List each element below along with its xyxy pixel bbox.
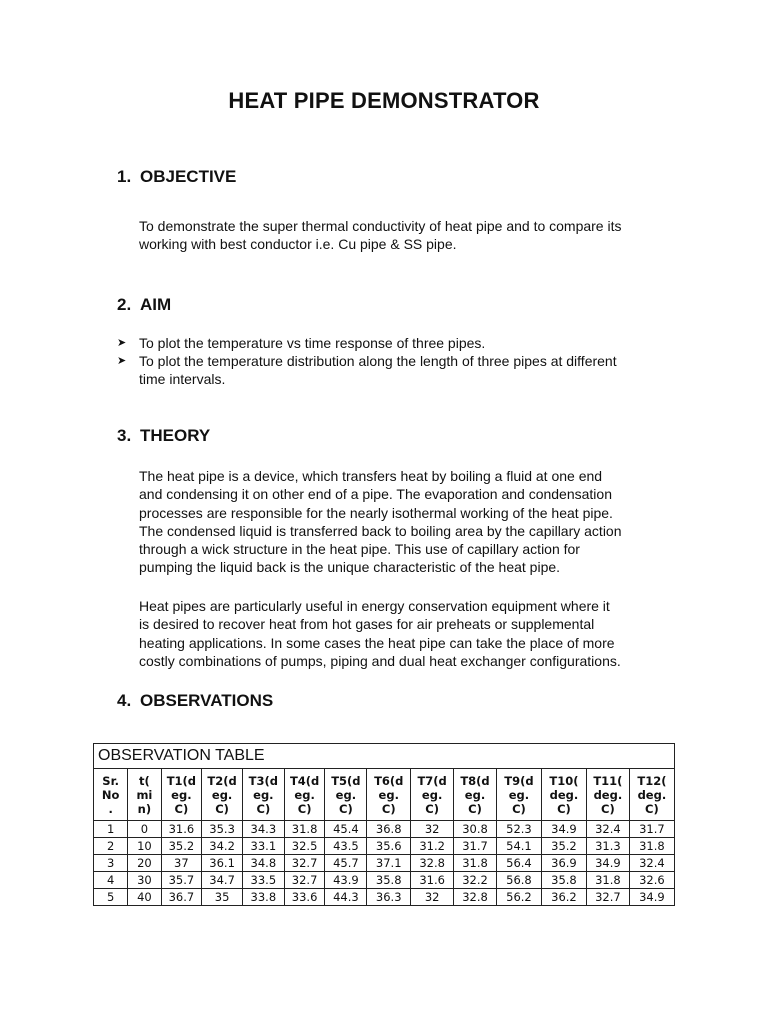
table-header-cell bbox=[161, 769, 202, 821]
table-cell: 31.8 bbox=[284, 821, 325, 838]
objective-heading bbox=[117, 167, 236, 187]
table-cell: 31.8 bbox=[629, 838, 674, 855]
table-cell: 32.2 bbox=[454, 872, 497, 889]
table-header-part: T9(d bbox=[504, 773, 534, 788]
theory-line: is desired to recover heat from hot gases for air preheats or supplemental bbox=[139, 616, 595, 633]
table-cell: 10 bbox=[128, 838, 161, 855]
table-header-part: T2(d bbox=[207, 773, 237, 788]
table-header-part: deg. bbox=[637, 787, 667, 802]
table-cell: 5 bbox=[94, 889, 128, 906]
theory-line: and condensing it on other end of a pipe. The evaporation and condensation bbox=[139, 486, 612, 503]
table-cell: 30.8 bbox=[454, 821, 497, 838]
table-header-part: eg. bbox=[464, 787, 486, 802]
table-cell: 45.7 bbox=[325, 855, 367, 872]
theory-line: processes are responsible for the nearly isothermal working of the heat pipe. bbox=[139, 504, 613, 521]
table-header-part: . bbox=[108, 801, 113, 816]
table-header-cell bbox=[94, 769, 128, 821]
table-cell: 33.5 bbox=[242, 872, 284, 889]
table-cell: 36.1 bbox=[202, 855, 243, 872]
theory-line: The heat pipe is a device, which transfers heat by boiling a fluid at one end bbox=[139, 468, 603, 484]
observations-number: 4. bbox=[117, 691, 132, 710]
theory-line: Heat pipes are particularly useful in energy conservation equipment where it bbox=[139, 598, 610, 614]
table-header-part: deg. bbox=[549, 787, 579, 802]
table-header-part: C) bbox=[468, 801, 482, 816]
table-row bbox=[94, 872, 675, 889]
theory-paragraph-2 bbox=[139, 597, 684, 670]
table-header-part: eg. bbox=[335, 787, 357, 802]
table-cell: 0 bbox=[128, 821, 161, 838]
table-header-cell bbox=[284, 769, 325, 821]
table-cell: 36.8 bbox=[367, 821, 411, 838]
table-header-cell bbox=[367, 769, 411, 821]
table-header-part: T10( bbox=[549, 773, 579, 788]
table-header-part: t( bbox=[139, 773, 150, 788]
observations-heading-text: OBSERVATIONS bbox=[140, 691, 274, 710]
table-cell: 56.2 bbox=[496, 889, 541, 906]
table-cell: 56.4 bbox=[496, 855, 541, 872]
table-cell: 37 bbox=[161, 855, 202, 872]
table-cell: 31.2 bbox=[411, 838, 454, 855]
table-cell: 2 bbox=[94, 838, 128, 855]
table-header-part: No bbox=[101, 787, 120, 802]
objective-paragraph bbox=[139, 217, 684, 254]
table-cell: 36.2 bbox=[541, 889, 586, 906]
table-cell: 35 bbox=[202, 889, 243, 906]
table-cell: 32.7 bbox=[284, 872, 325, 889]
table-header-part: T6(d bbox=[374, 773, 404, 788]
table-header-part: n) bbox=[137, 801, 152, 816]
table-header-part: T3(d bbox=[248, 773, 279, 788]
table-cell: 31.8 bbox=[454, 855, 497, 872]
table-cell: 31.6 bbox=[411, 872, 454, 889]
aim-heading-text: AIM bbox=[140, 295, 172, 314]
theory-line: costly combinations of pumps, piping and dual heat exchanger configurations. bbox=[139, 652, 621, 669]
table-cell: 34.7 bbox=[202, 872, 243, 889]
table-cell: 43.5 bbox=[325, 838, 367, 855]
aim-bullet-line: time intervals. bbox=[139, 371, 226, 388]
table-header-part: C) bbox=[601, 801, 615, 816]
theory-heading-text: THEORY bbox=[140, 426, 211, 445]
table-header-part: T5(d bbox=[331, 773, 361, 788]
table-header-cell bbox=[629, 769, 674, 821]
aim-heading bbox=[117, 295, 171, 315]
table-body bbox=[94, 821, 675, 906]
table-header-cell bbox=[325, 769, 367, 821]
table-cell: 32.4 bbox=[586, 821, 629, 838]
table-row bbox=[94, 821, 675, 838]
table-cell: 32.8 bbox=[411, 855, 454, 872]
table-header-part: C) bbox=[645, 801, 659, 816]
observations-heading bbox=[117, 691, 273, 711]
table-header-cell bbox=[586, 769, 629, 821]
theory-paragraph-1 bbox=[139, 467, 684, 577]
observation-table bbox=[93, 743, 675, 906]
objective-line: To demonstrate the super thermal conductivity of heat pipe and to compare its bbox=[139, 218, 622, 234]
table-cell: 52.3 bbox=[496, 821, 541, 838]
table-cell: 20 bbox=[128, 855, 161, 872]
table-cell: 33.6 bbox=[284, 889, 325, 906]
table-cell: 32.4 bbox=[629, 855, 674, 872]
table-row bbox=[94, 855, 675, 872]
table-cell: 35.8 bbox=[541, 872, 586, 889]
table-header-part: eg. bbox=[378, 787, 399, 802]
table-header-cell bbox=[411, 769, 454, 821]
table-cell: 34.8 bbox=[242, 855, 284, 872]
table-header-cell bbox=[454, 769, 497, 821]
table-header-part: Sr. bbox=[102, 773, 119, 788]
table-header-part: T1(d bbox=[166, 773, 197, 788]
table-cell: 32.7 bbox=[586, 889, 629, 906]
table-header-cell bbox=[541, 769, 586, 821]
table-cell: 43.9 bbox=[325, 872, 367, 889]
table-header-part: C) bbox=[297, 801, 312, 816]
table-header-part: T8(d bbox=[460, 773, 490, 788]
table-cell: 35.2 bbox=[541, 838, 586, 855]
table-header-part: C) bbox=[256, 801, 271, 816]
table-header-part: C) bbox=[425, 801, 439, 816]
objective-heading-text: OBJECTIVE bbox=[140, 167, 237, 186]
aim-number: 2. bbox=[117, 295, 132, 314]
table-header-part: eg. bbox=[253, 787, 274, 802]
table-header-cell bbox=[496, 769, 541, 821]
table-header-part: eg. bbox=[294, 787, 315, 802]
table-row bbox=[94, 889, 675, 906]
table-cell: 35.7 bbox=[161, 872, 202, 889]
table-header-part: eg. bbox=[421, 787, 443, 802]
table-cell: 34.3 bbox=[242, 821, 284, 838]
table-cell: 31.3 bbox=[586, 838, 629, 855]
table-cell: 32 bbox=[411, 821, 454, 838]
table-header-part: C) bbox=[215, 801, 229, 816]
table-cell: 37.1 bbox=[367, 855, 411, 872]
table-cell: 44.3 bbox=[325, 889, 367, 906]
table-header-cell bbox=[242, 769, 284, 821]
table-header-part: C) bbox=[381, 801, 396, 816]
table-cell: 31.7 bbox=[629, 821, 674, 838]
table-header-part: T12( bbox=[637, 773, 667, 788]
table-header-part: T7(d bbox=[417, 773, 447, 788]
table-cell: 56.8 bbox=[496, 872, 541, 889]
table-header-part: T4(d bbox=[289, 773, 320, 788]
table-cell: 30 bbox=[128, 872, 161, 889]
aim-bullet-line: To plot the temperature vs time response of three pipes. bbox=[139, 335, 486, 351]
aim-bullet-line: To plot the temperature distribution along the length of three pipes at different bbox=[139, 353, 617, 369]
table-cell: 1 bbox=[94, 821, 128, 838]
theory-line: through a wick structure in the heat pipe. This use of capillary action for bbox=[139, 541, 580, 558]
table-cell: 32.6 bbox=[629, 872, 674, 889]
table-cell: 34.9 bbox=[541, 821, 586, 838]
theory-heading bbox=[117, 426, 210, 446]
table-cell: 34.9 bbox=[629, 889, 674, 906]
table-cell: 32.8 bbox=[454, 889, 497, 906]
table-header-part: deg. bbox=[593, 787, 623, 802]
theory-line: The condensed liquid is transferred back to boiling area by the capillary action bbox=[139, 522, 622, 539]
theory-number: 3. bbox=[117, 426, 132, 445]
theory-line: pumping the liquid back is the unique characteristic of the heat pipe. bbox=[139, 559, 561, 576]
table-header-row bbox=[94, 769, 675, 821]
table-header-part: C) bbox=[512, 801, 526, 816]
table-cell: 3 bbox=[94, 855, 128, 872]
table-cell: 4 bbox=[94, 872, 128, 889]
table-cell: 54.1 bbox=[496, 838, 541, 855]
table-header-part: C) bbox=[339, 801, 353, 816]
table-cell: 40 bbox=[128, 889, 161, 906]
table-cell: 31.7 bbox=[454, 838, 497, 855]
table-header-part: C) bbox=[174, 801, 189, 816]
aim-bullet-text bbox=[139, 334, 485, 352]
table-cell: 33.8 bbox=[242, 889, 284, 906]
table-header-cell bbox=[128, 769, 161, 821]
table-cell: 31.6 bbox=[161, 821, 202, 838]
table-cell: 36.3 bbox=[367, 889, 411, 906]
objective-number: 1. bbox=[117, 167, 132, 186]
table-cell: 35.8 bbox=[367, 872, 411, 889]
table-cell: 31.8 bbox=[586, 872, 629, 889]
table-header-part: eg. bbox=[171, 787, 192, 802]
table-cell: 35.6 bbox=[367, 838, 411, 855]
aim-bullet-text bbox=[139, 352, 617, 389]
table-header-part: C) bbox=[557, 801, 571, 816]
table-cell: 35.2 bbox=[161, 838, 202, 855]
arrow-bullet-icon: ➤ bbox=[117, 337, 127, 349]
table-header-part: eg. bbox=[211, 787, 233, 802]
table-cell: 45.4 bbox=[325, 821, 367, 838]
table-header-part: T11( bbox=[593, 773, 623, 788]
table-header-cell bbox=[202, 769, 243, 821]
table-caption: OBSERVATION TABLE bbox=[94, 744, 675, 769]
arrow-bullet-icon: ➤ bbox=[117, 355, 127, 367]
table-cell: 36.9 bbox=[541, 855, 586, 872]
table-cell: 34.9 bbox=[586, 855, 629, 872]
table-cell: 34.2 bbox=[202, 838, 243, 855]
table-cell: 35.3 bbox=[202, 821, 243, 838]
table-cell: 33.1 bbox=[242, 838, 284, 855]
table-cell: 32.7 bbox=[284, 855, 325, 872]
table-cell: 32 bbox=[411, 889, 454, 906]
page-title: HEAT PIPE DEMONSTRATOR bbox=[228, 88, 540, 113]
theory-line: heating applications. In some cases the heat pipe can take the place of more bbox=[139, 634, 615, 651]
table-row bbox=[94, 838, 675, 855]
objective-line: working with best conductor i.e. Cu pipe & SS pipe. bbox=[139, 236, 457, 253]
table-cell: 36.7 bbox=[161, 889, 202, 906]
table-cell: 32.5 bbox=[284, 838, 325, 855]
table-header-part: eg. bbox=[508, 787, 530, 802]
table-header-part: mi bbox=[136, 787, 153, 802]
